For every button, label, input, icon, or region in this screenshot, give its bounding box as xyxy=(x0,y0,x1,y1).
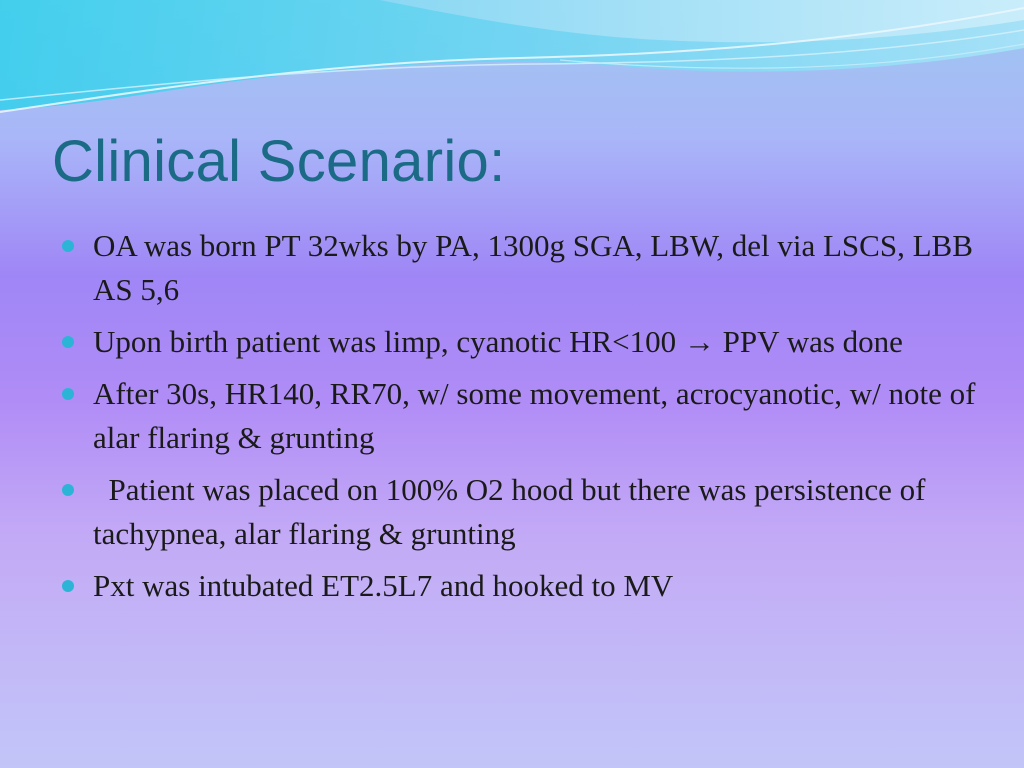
bullet-text: Upon birth patient was limp, cyanotic HR<100 → PPV was done xyxy=(93,324,903,359)
bullet-item xyxy=(62,564,982,608)
slide-title: Clinical Scenario: xyxy=(52,129,506,194)
bullet-item xyxy=(62,224,982,312)
bullet-item xyxy=(62,372,982,460)
bullet-dot-icon xyxy=(62,240,74,252)
bullet-text: Patient was placed on 100% O2 hood but there was persistence of tachypnea, alar flaring & grunting xyxy=(93,472,926,551)
bullet-text: OA was born PT 32wks by PA, 1300g SGA, LBW, del via LSCS, LBB AS 5,6 xyxy=(93,228,973,307)
bullet-text: Pxt was intubated ET2.5L7 and hooked to MV xyxy=(93,568,674,603)
bullet-dot-icon xyxy=(62,336,74,348)
bullet-list xyxy=(62,224,982,616)
bullet-dot-icon xyxy=(62,580,74,592)
decorative-wave-header xyxy=(0,0,1024,130)
bullet-dot-icon xyxy=(62,484,74,496)
bullet-dot-icon xyxy=(62,388,74,400)
bullet-item xyxy=(62,468,982,556)
bullet-item xyxy=(62,320,982,364)
bullet-text: After 30s, HR140, RR70, w/ some movement, acrocyanotic, w/ note of alar flaring & grunting xyxy=(93,376,976,455)
